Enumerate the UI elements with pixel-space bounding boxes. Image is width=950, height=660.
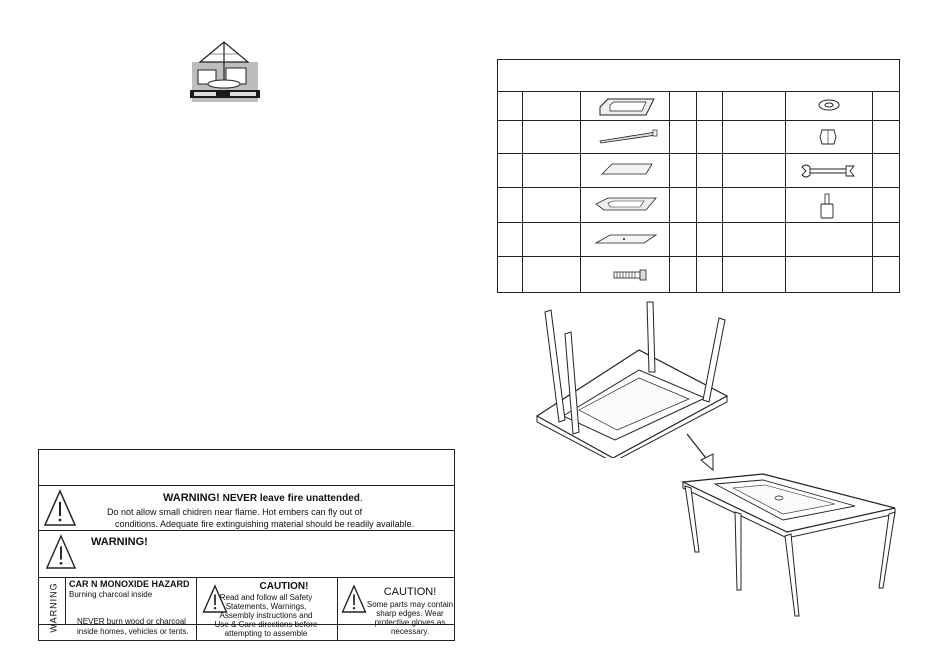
- nut-icon: [818, 126, 838, 148]
- co-hazard-line-1: Burning charcoal inside: [69, 590, 153, 599]
- side-rail-icon: [598, 160, 656, 178]
- arrow-down-right-icon: [683, 430, 723, 475]
- caution-1-heading: CAUTION!: [259, 581, 309, 592]
- grate-icon: [594, 232, 658, 246]
- caution-2-heading: CAUTION!: [383, 586, 437, 598]
- caution-2-line: sharp edges. Wear: [376, 609, 444, 618]
- warning-fire-heading: WARNING! NEVER leave fire unattended.: [163, 492, 363, 504]
- caution-2-line: protective gloves as: [374, 618, 446, 627]
- parts-table-header: [498, 60, 899, 92]
- frame-icon: [598, 97, 656, 117]
- co-hazard-line-2: NEVER burn wood or charcoal: [77, 617, 186, 626]
- warning-fire-line-2: Do not allow small chidren near flame. Hot embers can fly out of: [107, 507, 363, 517]
- warning-triangle-icon: [43, 489, 77, 527]
- washer-icon: [816, 98, 842, 112]
- caution-1-line: Assembly instructions and: [219, 611, 313, 620]
- wrench-icon: [800, 163, 856, 179]
- co-warning-side-label: WARNING: [48, 582, 59, 633]
- parts-list-table: [497, 59, 900, 293]
- co-hazard-line-3: inside homes, vehicles or tents.: [77, 627, 189, 636]
- caution-1-line: Use & Care directions before: [214, 620, 318, 629]
- tray-icon: [594, 196, 660, 214]
- caution-2-line: Some parts may contain: [366, 600, 454, 609]
- caution-1-line: attempting to assemble: [224, 629, 308, 638]
- bolt-icon: [612, 268, 648, 282]
- table-row: [498, 223, 899, 257]
- caution-2-line: necessary.: [390, 627, 430, 636]
- co-hazard-heading: CAR N MONOXIDE HAZARD: [69, 579, 190, 589]
- warning-triangle-icon: [45, 533, 77, 571]
- safety-warnings-box: [38, 449, 455, 641]
- table-row: [498, 121, 899, 154]
- caution-1-line: Statements, Warnings,: [225, 602, 307, 611]
- warning-fire-line-3: conditions. Adequate fire extinguishing material should be readily available.: [115, 519, 415, 529]
- brand-logo: [190, 40, 260, 102]
- caution-1-line: Read and follow all Safety: [219, 593, 313, 602]
- caution-triangle-icon: [341, 584, 367, 614]
- bolt-cap-icon: [818, 192, 836, 220]
- warning-2-heading: WARNING!: [91, 536, 148, 548]
- leg-icon: [598, 128, 660, 144]
- assembly-diagram-upright-table: [675, 470, 910, 630]
- table-row: [498, 188, 899, 223]
